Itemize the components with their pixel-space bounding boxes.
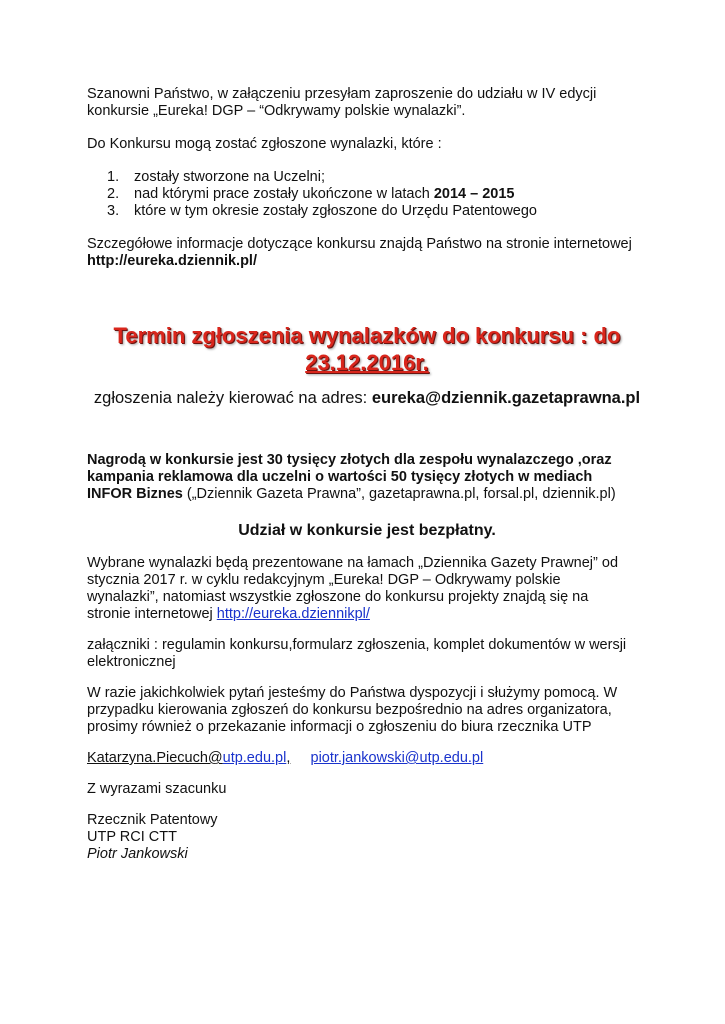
prize-paragraph	[87, 452, 647, 503]
questions-line-2: przypadku kierowania zgłoszeń do konkursu bezpośrednio na adres organizatora,	[87, 702, 612, 718]
contact-email-jankowski[interactable]: piotr.jankowski@utp.edu.pl	[310, 750, 484, 766]
presentation-line-4: stronie internetowej	[87, 606, 217, 622]
letter-page	[87, 86, 647, 863]
eligibility-lead: Do Konkursu mogą zostać zgłoszone wynalazki, które :	[87, 136, 442, 152]
details-url[interactable]: http://eureka.dziennik.pl/	[87, 253, 257, 269]
signature-name: Piotr Jankowski	[87, 846, 188, 862]
attachments-line-1: załączniki : regulamin konkursu,formularz zgłoszenia, komplet dokumentów w wersji	[87, 637, 627, 653]
deadline-line-1: Termin zgłoszenia wynalazków do konkursu : do	[113, 323, 621, 348]
requirements-list	[87, 169, 647, 220]
contact-email-piecuch-prefix[interactable]: Katarzyna.Piecuch@	[87, 750, 223, 766]
submission-email[interactable]: eureka@dziennik.gazetaprawna.pl	[371, 389, 641, 407]
free-participation-note: Udział w konkursie jest bezpłatny.	[238, 522, 496, 539]
contact-email-piecuch-domain[interactable]: utp.edu.pl	[222, 750, 287, 766]
list-item	[87, 169, 647, 186]
intro-paragraph	[87, 86, 647, 120]
deadline-date: 23.12.2016r.	[305, 350, 429, 375]
questions-line-1: W razie jakichkolwiek pytań jesteśmy do Państwa dyspozycji i służymy pomocą. W	[87, 685, 618, 701]
presentation-line-2: stycznia 2017 r. w cyklu redakcyjnym „Eureka! DGP – Odkrywamy polskie	[87, 572, 561, 588]
address-prefix: zgłoszenia należy kierować na adres:	[93, 389, 372, 407]
list-item-number: 1.	[107, 169, 120, 185]
submission-address	[87, 388, 647, 408]
years-range: 2014 – 2015	[433, 186, 515, 202]
attachments-line-2: elektronicznej	[87, 654, 176, 670]
signature-block	[87, 812, 647, 863]
list-item-text: zostały stworzone na Uczelni;	[134, 169, 325, 185]
prize-line-2: kampania reklamowa dla uczelni o wartości 50 tysięcy złotych w mediach	[87, 469, 593, 485]
list-item-text: które w tym okresie zostały zgłoszone do Urzędu Patentowego	[134, 203, 537, 219]
signature-role: Rzecznik Patentowy	[87, 812, 218, 828]
presentation-line-3: wynalazki”, natomiast wszystkie zgłoszone do konkursu projekty znajdą się na	[87, 589, 589, 605]
list-item	[87, 203, 647, 220]
prize-line-1: Nagrodą w konkursie jest 30 tysięcy złotych dla zespołu wynalazczego ,oraz	[87, 452, 612, 468]
signature-unit: UTP RCI CTT	[87, 829, 177, 845]
list-item-number: 2.	[107, 186, 120, 202]
contact-emails	[87, 750, 647, 767]
details-text: Szczegółowe informacje dotyczące konkursu znajdą Państwo na stronie internetowej	[87, 236, 632, 252]
list-item-text: nad którymi prace zostały ukończone w latach	[134, 186, 434, 202]
deadline-heading	[87, 322, 647, 376]
questions-paragraph	[87, 685, 647, 736]
list-item-number: 3.	[107, 203, 120, 219]
questions-line-3: prosimy również o przekazanie informacji o zgłoszeniu do biura rzecznika UTP	[87, 719, 592, 735]
presentation-paragraph	[87, 555, 647, 623]
media-group-name: INFOR Biznes	[87, 486, 183, 502]
contact-separator: ,	[286, 750, 291, 766]
list-item	[87, 186, 647, 203]
media-list: („Dziennik Gazeta Prawna”, gazetaprawna.pl, forsal.pl, dziennik.pl)	[182, 486, 616, 502]
attachments-paragraph	[87, 637, 647, 671]
details-paragraph	[87, 236, 647, 270]
intro-line-1: Szanowni Państwo, w załączeniu przesyłam zaproszenie do udziału w IV edycji	[87, 86, 597, 102]
eureka-website-link[interactable]: http://eureka.dziennikpl/	[216, 606, 370, 622]
closing-phrase: Z wyrazami szacunku	[87, 781, 227, 797]
presentation-line-1: Wybrane wynalazki będą prezentowane na łamach „Dziennika Gazety Prawnej” od	[87, 555, 619, 571]
intro-line-2: konkursie „Eureka! DGP – “Odkrywamy polskie wynalazki”.	[87, 103, 466, 119]
